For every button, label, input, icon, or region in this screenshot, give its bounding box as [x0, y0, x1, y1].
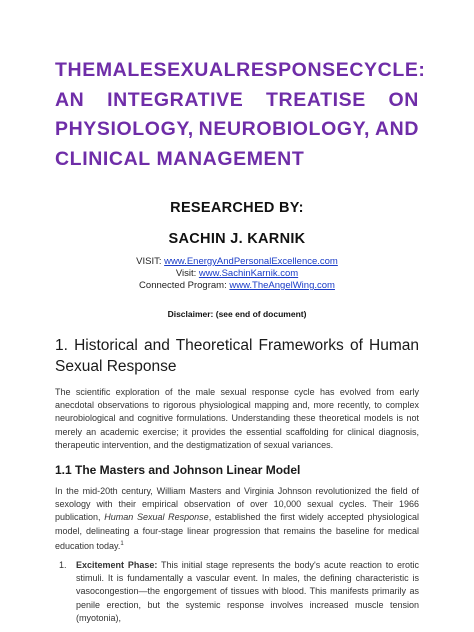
- contact-links: [55, 256, 419, 292]
- title-line-3: [55, 115, 419, 145]
- title-word: INTEGRATIVE: [107, 88, 244, 111]
- sachin-karnik-link[interactable]: www.SachinKarnik.com: [198, 268, 299, 279]
- title-word: PHYSIOLOGY,: [55, 118, 194, 140]
- title-word: THE: [55, 59, 96, 81]
- link-line-3: [55, 280, 419, 292]
- title-word: CLINICAL MANAGEMENT: [55, 147, 305, 170]
- title-word: AN: [55, 88, 85, 111]
- section-1-1-paragraph: [55, 485, 419, 553]
- list-item-text: [76, 559, 419, 625]
- title-word: MALE: [95, 59, 154, 81]
- list-term: Excitement Phase:: [76, 560, 158, 571]
- paragraph-text: In the mid-20th century, William Masters and Virginia Johnson revolutionized the field of sexology with their empirical observation of over 10,000 sexual cycles. Their 1966 publication,: [55, 486, 419, 523]
- link-line-2: [55, 268, 419, 280]
- link-prefix: Visit:: [175, 268, 199, 279]
- energy-excellence-link[interactable]: www.EnergyAndPersonalExcellence.com: [164, 256, 338, 267]
- link-line-1: [55, 256, 419, 268]
- title-line-4: [55, 145, 419, 175]
- paragraph-text: , established the first widely accepted physiological model, delineating a four-stage linear progression that remains the baseline for medical education today.: [55, 512, 419, 551]
- title-word: NEUROBIOLOGY,: [198, 118, 371, 140]
- title-line-1: [55, 56, 426, 86]
- section-1-heading: 1. Historical and Theoretical Frameworks of Human Sexual Response: [55, 337, 419, 375]
- link-prefix: Connected Program:: [139, 280, 230, 291]
- document-title: [55, 56, 426, 174]
- section-1-paragraph: The scientific exploration of the male sexual response cycle has evolved from early anecdotal observations to rigorous physiological mapping and, more recently, to complex neurobiological and cognitive formulations. Understanding these theoretical models is not merely an academic exercise; it provides the essential scaffolding for clinical diagnosis, therapeutic intervention, and the destigmatization of sexual variances.: [55, 387, 419, 450]
- title-line-2: [55, 86, 419, 116]
- title-word: CYCLE:: [349, 59, 426, 81]
- disclaimer-note: Disclaimer: (see end of document): [167, 309, 307, 319]
- author-name: SACHIN J. KARNIK: [168, 231, 306, 247]
- list-item: [55, 559, 419, 625]
- title-word: RESPONSE: [236, 59, 350, 81]
- list-number: 1.: [59, 560, 67, 571]
- angel-wing-link[interactable]: www.TheAngelWing.com: [229, 280, 335, 291]
- footnote-marker[interactable]: 1: [120, 540, 124, 547]
- link-prefix: VISIT:: [136, 256, 165, 267]
- researched-by-label: RESEARCHED BY:: [170, 200, 304, 216]
- title-word: TREATISE: [266, 88, 366, 111]
- list-description: This initial stage represents the body's acute reaction to erotic stimuli. It is fundamentally a vascular event. In males, the defining characteristic is vasocongestion—the engorgement of tissues with blood. This manifests primarily as penile erection, but the systemic response involves increased muscle tension (myotonia),: [76, 560, 419, 623]
- book-title: Human Sexual Response: [104, 512, 209, 523]
- section-1-1-heading: 1.1 The Masters and Johnson Linear Model: [55, 463, 301, 478]
- title-word: SEXUAL: [153, 59, 237, 81]
- title-word: ON: [388, 88, 419, 111]
- title-word: AND: [374, 118, 419, 140]
